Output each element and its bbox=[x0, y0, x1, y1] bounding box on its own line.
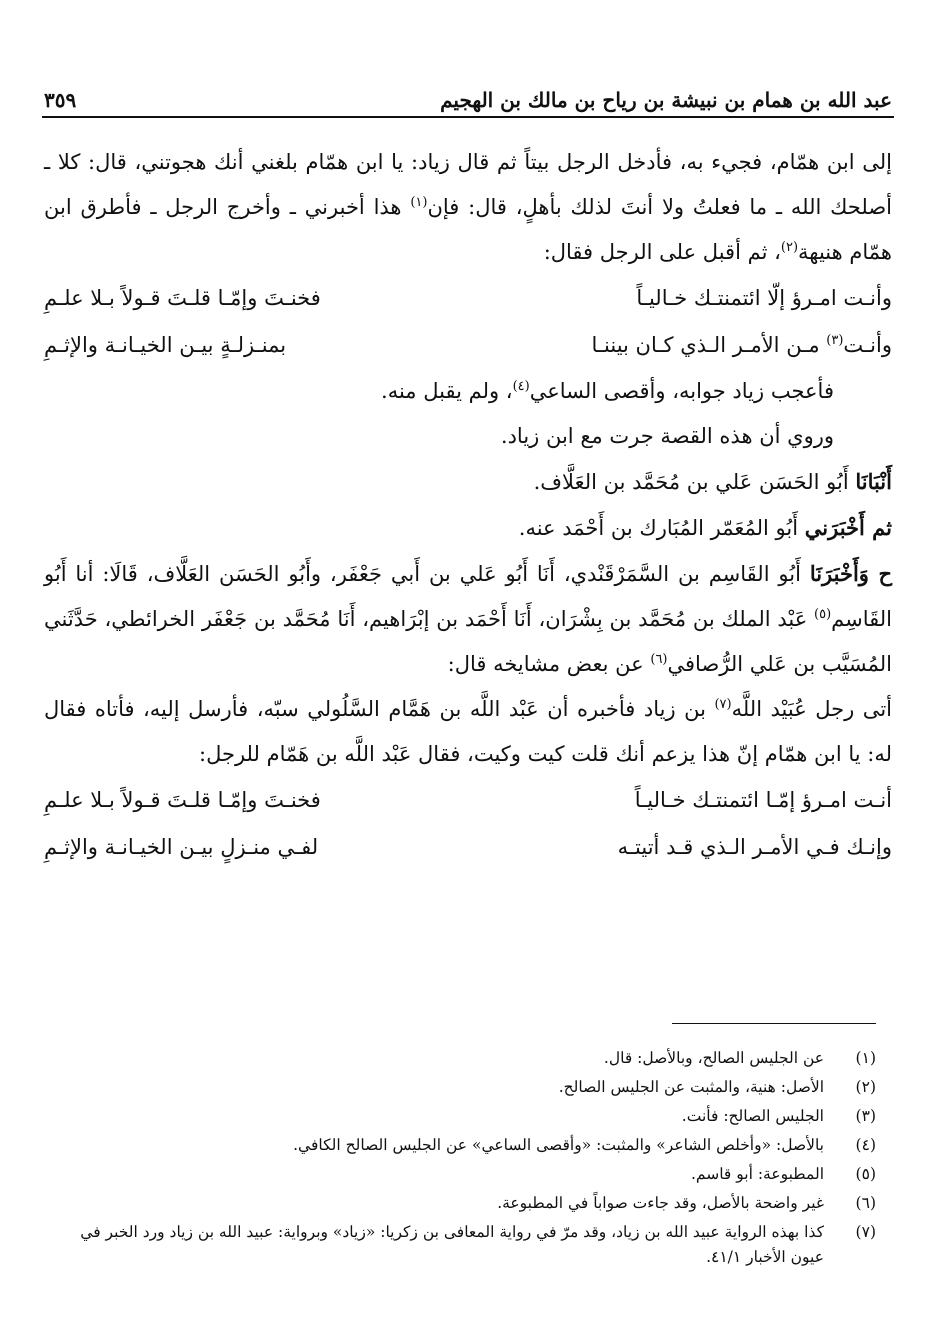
footnote-rule bbox=[672, 1023, 876, 1024]
footnote-text: الأصل: هنية، والمثبت عن الجليس الصالح. bbox=[558, 1078, 824, 1096]
footnote-item bbox=[44, 1191, 876, 1216]
verse-line-2 bbox=[44, 322, 892, 369]
footnote-ref-1: (١) bbox=[410, 195, 428, 210]
paragraph-5: ثم أَخْبَرَني أَبُو المُعَمّر المُبَارك بن أَحْمَد عنه. bbox=[518, 515, 892, 540]
footnote-number: (٧) bbox=[855, 1223, 876, 1241]
running-header bbox=[44, 78, 892, 112]
footnote-item bbox=[44, 1075, 876, 1100]
header-title: عبد الله بن همام بن نبيشة بن رياح بن مالك بن الهجيم bbox=[440, 88, 892, 112]
verse-1-second-hemistich: فخنـتَ وإمّـا قلـتَ قـولاً بـلا علـمِ bbox=[44, 286, 321, 310]
verse-3-second-hemistich: فخنـتَ وإمّـا قلـتَ قـولاً بـلا علـمِ bbox=[44, 788, 321, 812]
footnote-number: (٢) bbox=[855, 1078, 876, 1096]
paragraph-7: أتى رجل عُبَيْد اللَّه$^{(٧)}$ بن زياد فأخبره أن عَبْد اللَّه بن هَمَّام السَّلُولي سبّه، فأرسل إليه، فأتاه فقال له: يا ابن همّام إنّ هذا يزعم أنك قلت كيت وكيت، فقال عَبْد اللَّه بن هَمّام للرجل: bbox=[44, 697, 892, 766]
verse-line-1 bbox=[44, 275, 892, 322]
footnote-ref-3: (٣) bbox=[826, 333, 844, 348]
main-text bbox=[44, 140, 892, 871]
footnote-text: عن الجليس الصالح، وبالأصل: قال. bbox=[603, 1049, 824, 1067]
footnote-text: كذا بهذه الرواية عبيد الله بن زياد، وقد مرّ في رواية المعافى بن زكريا: «زياد» وبرواية: عبيد الله بن زياد ورد الخبر في عيون الأخبار ٤١/١. bbox=[80, 1223, 824, 1266]
footnote-text: بالأصل: «وأخلص الشاعر» والمثبت: «وأقصى الساعي» عن الجليس الصالح الكافي. bbox=[293, 1136, 824, 1154]
verse-3-first-hemistich: أنـت امـرؤ إمّـا ائتمنتـك خـاليـاً bbox=[634, 788, 892, 812]
footnote-number: (١) bbox=[855, 1049, 876, 1067]
footnote-number: (٤) bbox=[855, 1136, 876, 1154]
footnote-item bbox=[44, 1046, 876, 1071]
paragraph-1: إلى ابن همّام، فجيء به، فأدخل الرجل بيتاً ثم قال زياد: يا ابن همّام بلغني أنك هجوتني، قال: كلا ـ أصلحك الله ـ ما فعلتُ ولا أنتَ لذلك بأهلٍ، قال: فإن$^{(١)}$ هذا أخبرني ـ وأخرج الرجل ـ فأطرق ابن همّام هنيهة$^{(٢)}$، ثم أقبل على الرجل فقال: bbox=[44, 150, 892, 264]
page-number: ٣٥٩ bbox=[44, 88, 77, 112]
header-rule bbox=[42, 116, 894, 118]
footnote-text: غير واضحة بالأصل، وقد جاءت صواباً في المطبوعة. bbox=[497, 1194, 824, 1212]
footnote-item bbox=[44, 1104, 876, 1129]
footnote-text: الجليس الصالح: فأنت. bbox=[681, 1107, 824, 1125]
verse-4-second-hemistich: لفـي منـزلٍ بيـن الخيـانـة والإثـمِ bbox=[44, 835, 319, 859]
paragraph-4: أَنْبَانَا أَبُو الحَسَن عَلي بن مُحَمَّد بن العَلَّاف. bbox=[533, 469, 892, 494]
verse-line-4 bbox=[44, 824, 892, 871]
footnote-ref-5: (٥) bbox=[814, 607, 832, 622]
paragraph-6: ح وَأَخْبَرَنَا أَبُو القَاسِم بن السَّمَرْقَنْدي، أَنَا أَبُو عَلي بن أَبي جَعْفَر، وأَبُو الحَسَن العَلَّاف، قَالَا: أنا أَبُو القَاسِم$^{(٥)}$ عَبْد الملك بن مُحَمَّد بن بِشْرَان، أَنَا أَحْمَد بن إبْرَاهيم، أَنَا مُحَمَّد بن جَعْفَر الخرائطي، حَدَّثَني المُسَيَّب بن عَلي الرُّصافي$^{(٦)}$ عن بعض مشايخه قال: bbox=[44, 561, 892, 676]
paragraph-3: وروي أن هذه القصة جرت مع ابن زياد. bbox=[500, 424, 834, 448]
footnote-ref-6: (٦) bbox=[650, 652, 668, 667]
verse-line-3 bbox=[44, 777, 892, 824]
verse-2-first-hemistich: وأنـت$^{(٣)}$ مـن الأمـر الـذي كـان بيننـا bbox=[591, 333, 892, 357]
footnote-number: (٥) bbox=[855, 1165, 876, 1183]
verse-1-first-hemistich: وأنـت امـرؤ إلّا ائتمنتـك خـاليـاً bbox=[636, 286, 892, 310]
footnote-ref-4: (٤) bbox=[512, 379, 530, 394]
footnote-number: (٦) bbox=[855, 1194, 876, 1212]
paragraph-2: فأعجب زياد جوابه، وأقصى الساعي$^{(٤)}$، ولم يقبل منه. bbox=[381, 379, 834, 403]
footnote-item bbox=[44, 1133, 876, 1158]
verse-2-second-hemistich: بمنـزلـةٍ بيـن الخيـانـة والإثـمِ bbox=[44, 333, 287, 357]
footnote-number: (٣) bbox=[855, 1107, 876, 1125]
footnote-item bbox=[44, 1162, 876, 1187]
footnote-item bbox=[44, 1220, 876, 1270]
footnote-ref-2: (٢) bbox=[780, 240, 799, 255]
footnote-text: المطبوعة: أبو قاسم. bbox=[690, 1165, 824, 1183]
footnotes bbox=[44, 1046, 876, 1274]
verse-4-first-hemistich: وإنـك فـي الأمـر الـذي قـد أتيتـه bbox=[617, 835, 892, 859]
footnote-ref-7: (٧) bbox=[714, 697, 732, 712]
